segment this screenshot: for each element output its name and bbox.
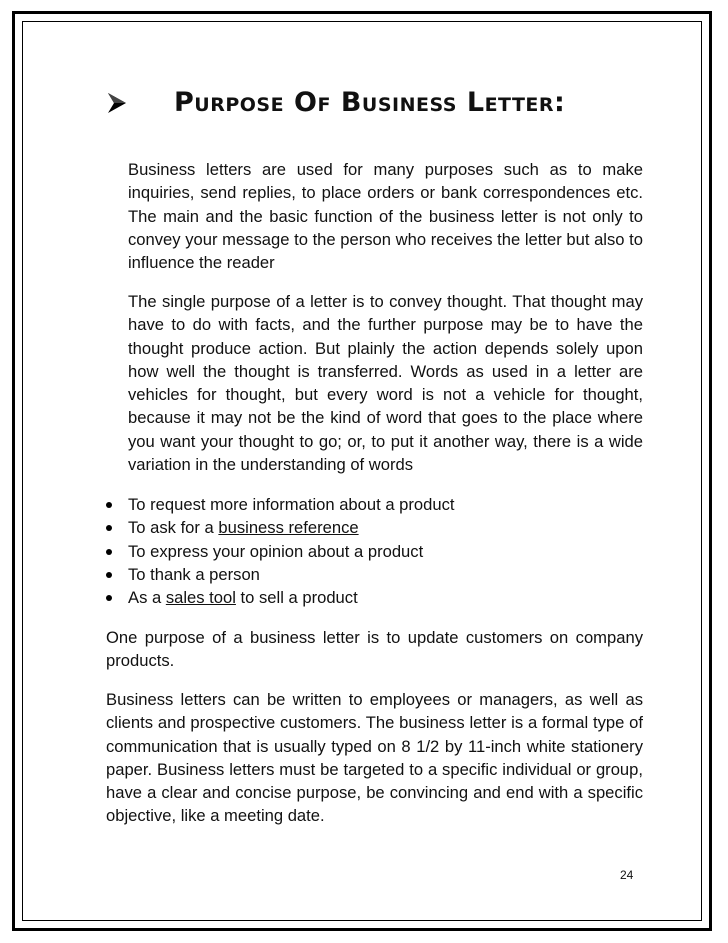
bullet-icon	[106, 525, 112, 531]
bullet-icon	[106, 595, 112, 601]
section-heading-row	[106, 87, 666, 123]
purpose-list	[106, 493, 626, 609]
update-paragraph: One purpose of a business letter is to update customers on company products.	[106, 628, 643, 671]
list-item-text: To thank a person	[128, 564, 260, 584]
bullet-icon	[106, 502, 112, 508]
page-number: 24	[620, 868, 634, 882]
list-item	[106, 516, 626, 539]
list-item-text-suffix: to sell a product	[235, 588, 358, 608]
list-item	[106, 493, 626, 516]
intro-paragraph: Business letters are used for many purposes such as to make inquiries, send replies, to place orders or bank correspondences etc. The main and the basic function of the business letter is not only to convey your message to the person who receives the letter but also to influence the reader	[128, 160, 643, 273]
list-item-text: To ask for a	[128, 518, 219, 538]
list-item	[106, 540, 626, 563]
section-heading: Purpose Of Business Letter:	[174, 87, 566, 118]
arrow-bullet-icon	[106, 91, 128, 115]
bullet-icon	[106, 572, 112, 578]
bullet-icon	[106, 549, 112, 555]
sales-tool-link[interactable]: sales tool	[165, 588, 236, 608]
list-item	[106, 563, 626, 586]
list-item-text: As a	[128, 588, 166, 608]
list-item-text: To request more information about a product	[128, 495, 455, 514]
business-reference-link[interactable]: business reference	[218, 518, 359, 538]
list-item	[106, 586, 626, 609]
thought-paragraph: The single purpose of a letter is to convey thought. That thought may have to do with facts, and the further purpose may be to have the thought produce action. But plainly the action depends solely upon how well the thought is transferred. Words as used in a letter are vehicles for thought, but every word is not a vehicle for thought, because it may not be the kind of word that goes to the place where you want your thought to go; or, to put it another way, there is a wide variation in the understanding of words	[128, 292, 643, 475]
audience-paragraph: Business letters can be written to employees or managers, as well as clients and prospective customers. The business letter is a formal type of communication that is usually typed on 8 1/2 by 11-inch white stationery paper. Business letters must be targeted to a specific individual or group, have a clear and concise purpose, be convincing and end with a specific objective, like a meeting date.	[106, 690, 643, 826]
list-item-text: To express your opinion about a product	[128, 541, 424, 561]
